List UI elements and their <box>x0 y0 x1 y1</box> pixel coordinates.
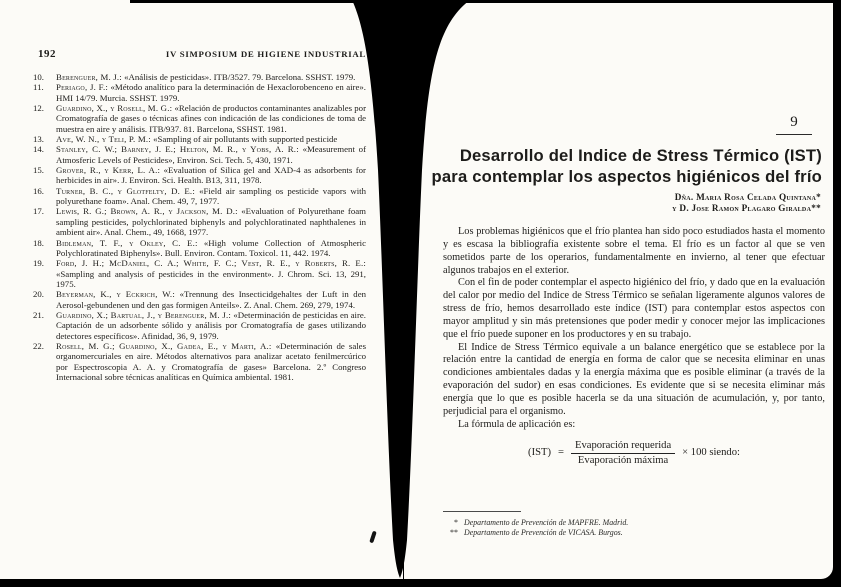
reference-number: 19. <box>33 258 44 269</box>
reference-number: 22. <box>33 340 44 351</box>
left-page-header <box>38 48 366 60</box>
reference-number: 13. <box>33 134 44 145</box>
reference-item <box>33 103 366 134</box>
reference-number: 10. <box>33 72 44 82</box>
reference-authors: Grover, R., y Kerr, L. A.: <box>56 165 161 176</box>
reference-authors: Lewis, R. G.; Brown, A. R., y Jackson, M. D.: <box>56 206 238 217</box>
formula-equals: = <box>558 447 564 459</box>
reference-item <box>33 206 366 237</box>
footnote-marker: ** <box>450 527 458 537</box>
footnote-text: Departamento de Prevención de VICASA. Burgos. <box>464 527 623 537</box>
reference-citation: «Determinación de pesticidas en aire. Captación de un adsorbente sólido y análisis por Cromatografía de gases utilizando detectores específicos». Afinidad, 36, 9, 1979. <box>56 309 366 341</box>
footnote-list <box>443 518 783 537</box>
reference-item <box>33 310 366 341</box>
reference-authors: Beyerman, K., y Eckrich, W.: <box>56 289 175 300</box>
reference-item <box>33 144 366 165</box>
reference-authors: Periago, J. F.: <box>56 82 109 93</box>
reference-item <box>33 289 366 310</box>
reference-authors: Guardino, X.; Bartual, J., y Berenguer, M. J.: <box>56 309 232 320</box>
footnote-text: Departamento de Prevención de MAPFRE. Madrid. <box>464 518 629 527</box>
footnote <box>443 528 783 538</box>
paragraph: Los problemas higiénicos que el frío plantea han sido poco estudiados hasta el momento y es escasa la bibliografía existente sobre el tema. El frío es un factor al que se ven sometidos parte de los operarios, fundamentalmente en invierno, al tener que efectuar algunos trabajos en el exterior. <box>443 226 825 276</box>
book-gutter-shadow <box>320 0 490 587</box>
reference-number: 14. <box>33 144 44 155</box>
reference-authors: Rosell, M. G.; Guardino, X., Gadea, E., y Marti, A.: <box>56 340 272 351</box>
reference-citation: «Relación de productos contaminantes analizables por Cromatografía de gases o técnicas afines con indicación de las condiciones de toma de muestra en aire y análisis. ITB/937. 81. Barcelona, SSHST. 1981. <box>56 103 366 134</box>
reference-item <box>33 134 366 144</box>
reference-citation: «Trennung des Insecticidgehaltes der Luft in den Aerosol-gebundenen und den gas formigen Anteils». Z. Anal. Chem. 269, 279, 1974. <box>56 289 367 310</box>
paragraph-list <box>443 226 825 432</box>
reference-number: 20. <box>33 289 44 300</box>
reference-number: 15. <box>33 165 44 176</box>
reference-citation: «Determinación de sales organomercuriales en aire. Métodos alternativos para analizar acetato fenilmercúrico por Espectroscopia A. A. y Cromatografía de gases» Barcelona. 2.º Congreso Internacional sobre técnicas analíticas en Química ambiental. 1981. <box>56 340 366 382</box>
reference-citation: «High volume Collection of Atmospheric Polychloratinated Biphenyls». Bull. Environ. Contam. Toxicol. 11, 442. 1974. <box>56 237 367 258</box>
chapter-number: 9 <box>776 114 812 135</box>
reference-citation: «Sampling and analysis of pesticides in the environment». J. Chrom. Sci. 13, 291, 1975. <box>56 268 366 289</box>
reference-citation: «Field air sampling os pesticide vapors with polyurethane foam». Anal. Chem. 49, 7, 1977. <box>56 185 367 207</box>
body-text <box>443 226 825 468</box>
paragraph: La fórmula de aplicación es: <box>458 418 576 430</box>
reference-number: 11. <box>33 82 44 93</box>
reference-item <box>33 165 366 186</box>
reference-item <box>33 238 366 259</box>
formula-fraction <box>571 440 675 469</box>
reference-authors: Berenguer, M. J.: <box>56 72 122 82</box>
reference-number: 18. <box>33 237 44 248</box>
reference-citation: «Measurement of Atmosferic Levels of Pesticides», Environ. Sci. Tech. 5, 430, 1971. <box>56 144 366 165</box>
reference-authors: Turner, B. C., y Glotfelty, D. E.: <box>56 185 195 196</box>
running-header: IV SIMPOSIUM DE HIGIENE INDUSTRIAL <box>165 49 366 59</box>
author-1: Dña. Maria Rosa Celada Quintana* <box>674 192 821 202</box>
reference-list <box>33 72 366 382</box>
footnote-block <box>443 511 783 537</box>
footnote-marker: * <box>454 518 458 527</box>
formula-numerator: Evaporación requerida <box>571 440 675 455</box>
reference-authors: Stanley, C. W.; Barney, J. E.; Helton, M. R., y Yobs, A. R.: <box>56 144 299 155</box>
reference-citation: «Análisis de pesticidas». ITB/3527. 79. Barcelona. SSHST. 1979. <box>124 72 356 82</box>
reference-number: 16. <box>33 185 44 196</box>
formula-label: (IST) <box>528 447 551 459</box>
page-number: 192 <box>38 48 56 60</box>
reference-authors: Bidleman, T. F., y Okley, C. E.: <box>56 237 198 248</box>
formula <box>443 440 825 469</box>
reference-citation: «Sampling of air pollutants with supported pesticide <box>153 134 338 145</box>
reference-number: 17. <box>33 206 44 217</box>
reference-authors: Ave, W. N., y Teli, P. M.: <box>56 134 151 145</box>
reference-item <box>33 186 366 207</box>
reference-number: 21. <box>33 309 44 320</box>
reference-authors: Guardino, X., y Rosell, M. G.: <box>56 103 173 114</box>
chapter-title-line-1: Desarrollo del Indice de Stress Térmico (IST) <box>459 146 822 165</box>
formula-denominator: Evaporación máxima <box>577 455 669 467</box>
reference-item <box>33 341 366 382</box>
reference-item <box>33 72 366 82</box>
author-block <box>672 192 821 213</box>
reference-item <box>33 258 366 289</box>
chapter-title-line-2: para contemplar los aspectos higiénicos del frío <box>431 167 822 186</box>
reference-authors: Ford, J. H.; McDaniel, C. A.; White, F. C.; Vest, R. E., y Roberts, R. E.: <box>56 258 366 269</box>
paragraph: Con el fin de poder contemplar el aspecto higiénico del frío, y dado que en la evaluación del calor por medio del Indice de Stress Térmico se señalan ligeramente algunos valores de stress de frío, hemos desarrollado este índice (IST) para contemplar estos aspectos con mayor amplitud y sin más pretensiones que poder medir y conocer mejor las implicaciones que el frío puede suponer en los productores y en su trabajo. <box>443 277 825 340</box>
footnote <box>443 518 783 528</box>
reference-citation: «Evaluation of Polyurethane foam sampling pesticides, polychlorinated biphenyls and polychloratinated naphthalenes in ambient air». Anal. Chem., 49, 1668, 1977. <box>56 206 366 238</box>
reference-number: 12. <box>33 103 44 114</box>
formula-suffix: × 100 siendo: <box>682 447 740 459</box>
paragraph: El Indice de Stress Térmico equivale a un balance energético que se establece por la relación entre la cantidad de energía en forma de calor que se necesita eliminar en unas condiciones ambientales dadas y la energía máxima que es posible eliminar (a través de la evaporación del sudor) en esas condiciones. Es evidente que si se necesita eliminar más energía que lo que es posible hacerla se da una situación de acumulación, y, por tanto, perjudicial para el organismo. <box>443 341 825 417</box>
author-2: y D. Jose Ramon Plagaro Giralda** <box>672 202 821 213</box>
reference-citation: «Evaluation of Silica gel and XAD-4 as adsorbents for herbicides in air». J. Environ. Sci. Health. B13, 311, 1978. <box>56 165 366 186</box>
reference-citation: «Método analítico para la determinación de Hexaclorobenceno en aire». HMI 14/79. Murcia. SSHST. 1979. <box>56 82 366 103</box>
reference-item <box>33 82 366 103</box>
